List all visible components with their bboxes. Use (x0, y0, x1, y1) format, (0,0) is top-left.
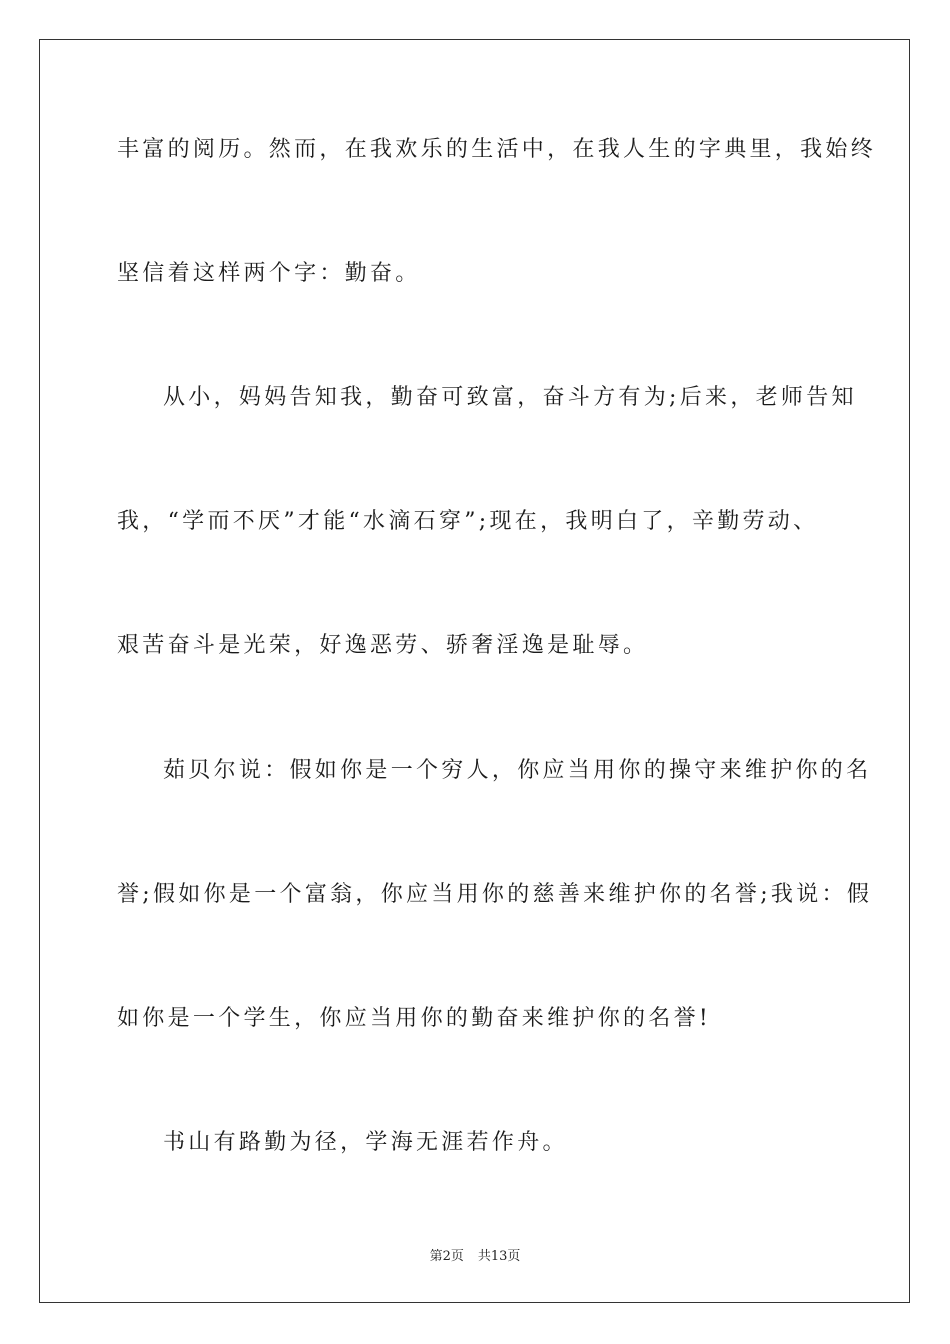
page-footer (0, 1248, 950, 1266)
page-border (39, 39, 910, 1303)
text-line: 如你是一个学生，你应当用你的勤奋来维护你的名誉! (117, 1006, 712, 1031)
paragraph-start-line: 从小，妈妈告知我，勤奋可致富，奋斗方有为;后来，老师告知 (163, 385, 857, 410)
paragraph-start-line: 茹贝尔说：假如你是一个穷人，你应当用你的操守来维护你的名 (163, 758, 872, 783)
text-line: 我，“学而不厌”才能“水滴石穿”;现在，我明白了，辛勤劳动、 (117, 509, 819, 534)
text-line: 坚信着这样两个字：勤奋。 (117, 261, 421, 286)
page-total: 共13页 (477, 1249, 521, 1264)
page-number: 第2页 (429, 1249, 464, 1264)
text-line: 丰富的阅历。然而，在我欢乐的生活中，在我人生的字典里，我始终 (117, 137, 877, 162)
text-line: 誉;假如你是一个富翁，你应当用你的慈善来维护你的名誉;我说：假 (117, 882, 873, 907)
text-line: 艰苦奋斗是光荣，好逸恶劳、骄奢淫逸是耻辱。 (117, 633, 649, 658)
paragraph-start-line: 书山有路勤为径，学海无涯若作舟。 (163, 1130, 568, 1155)
